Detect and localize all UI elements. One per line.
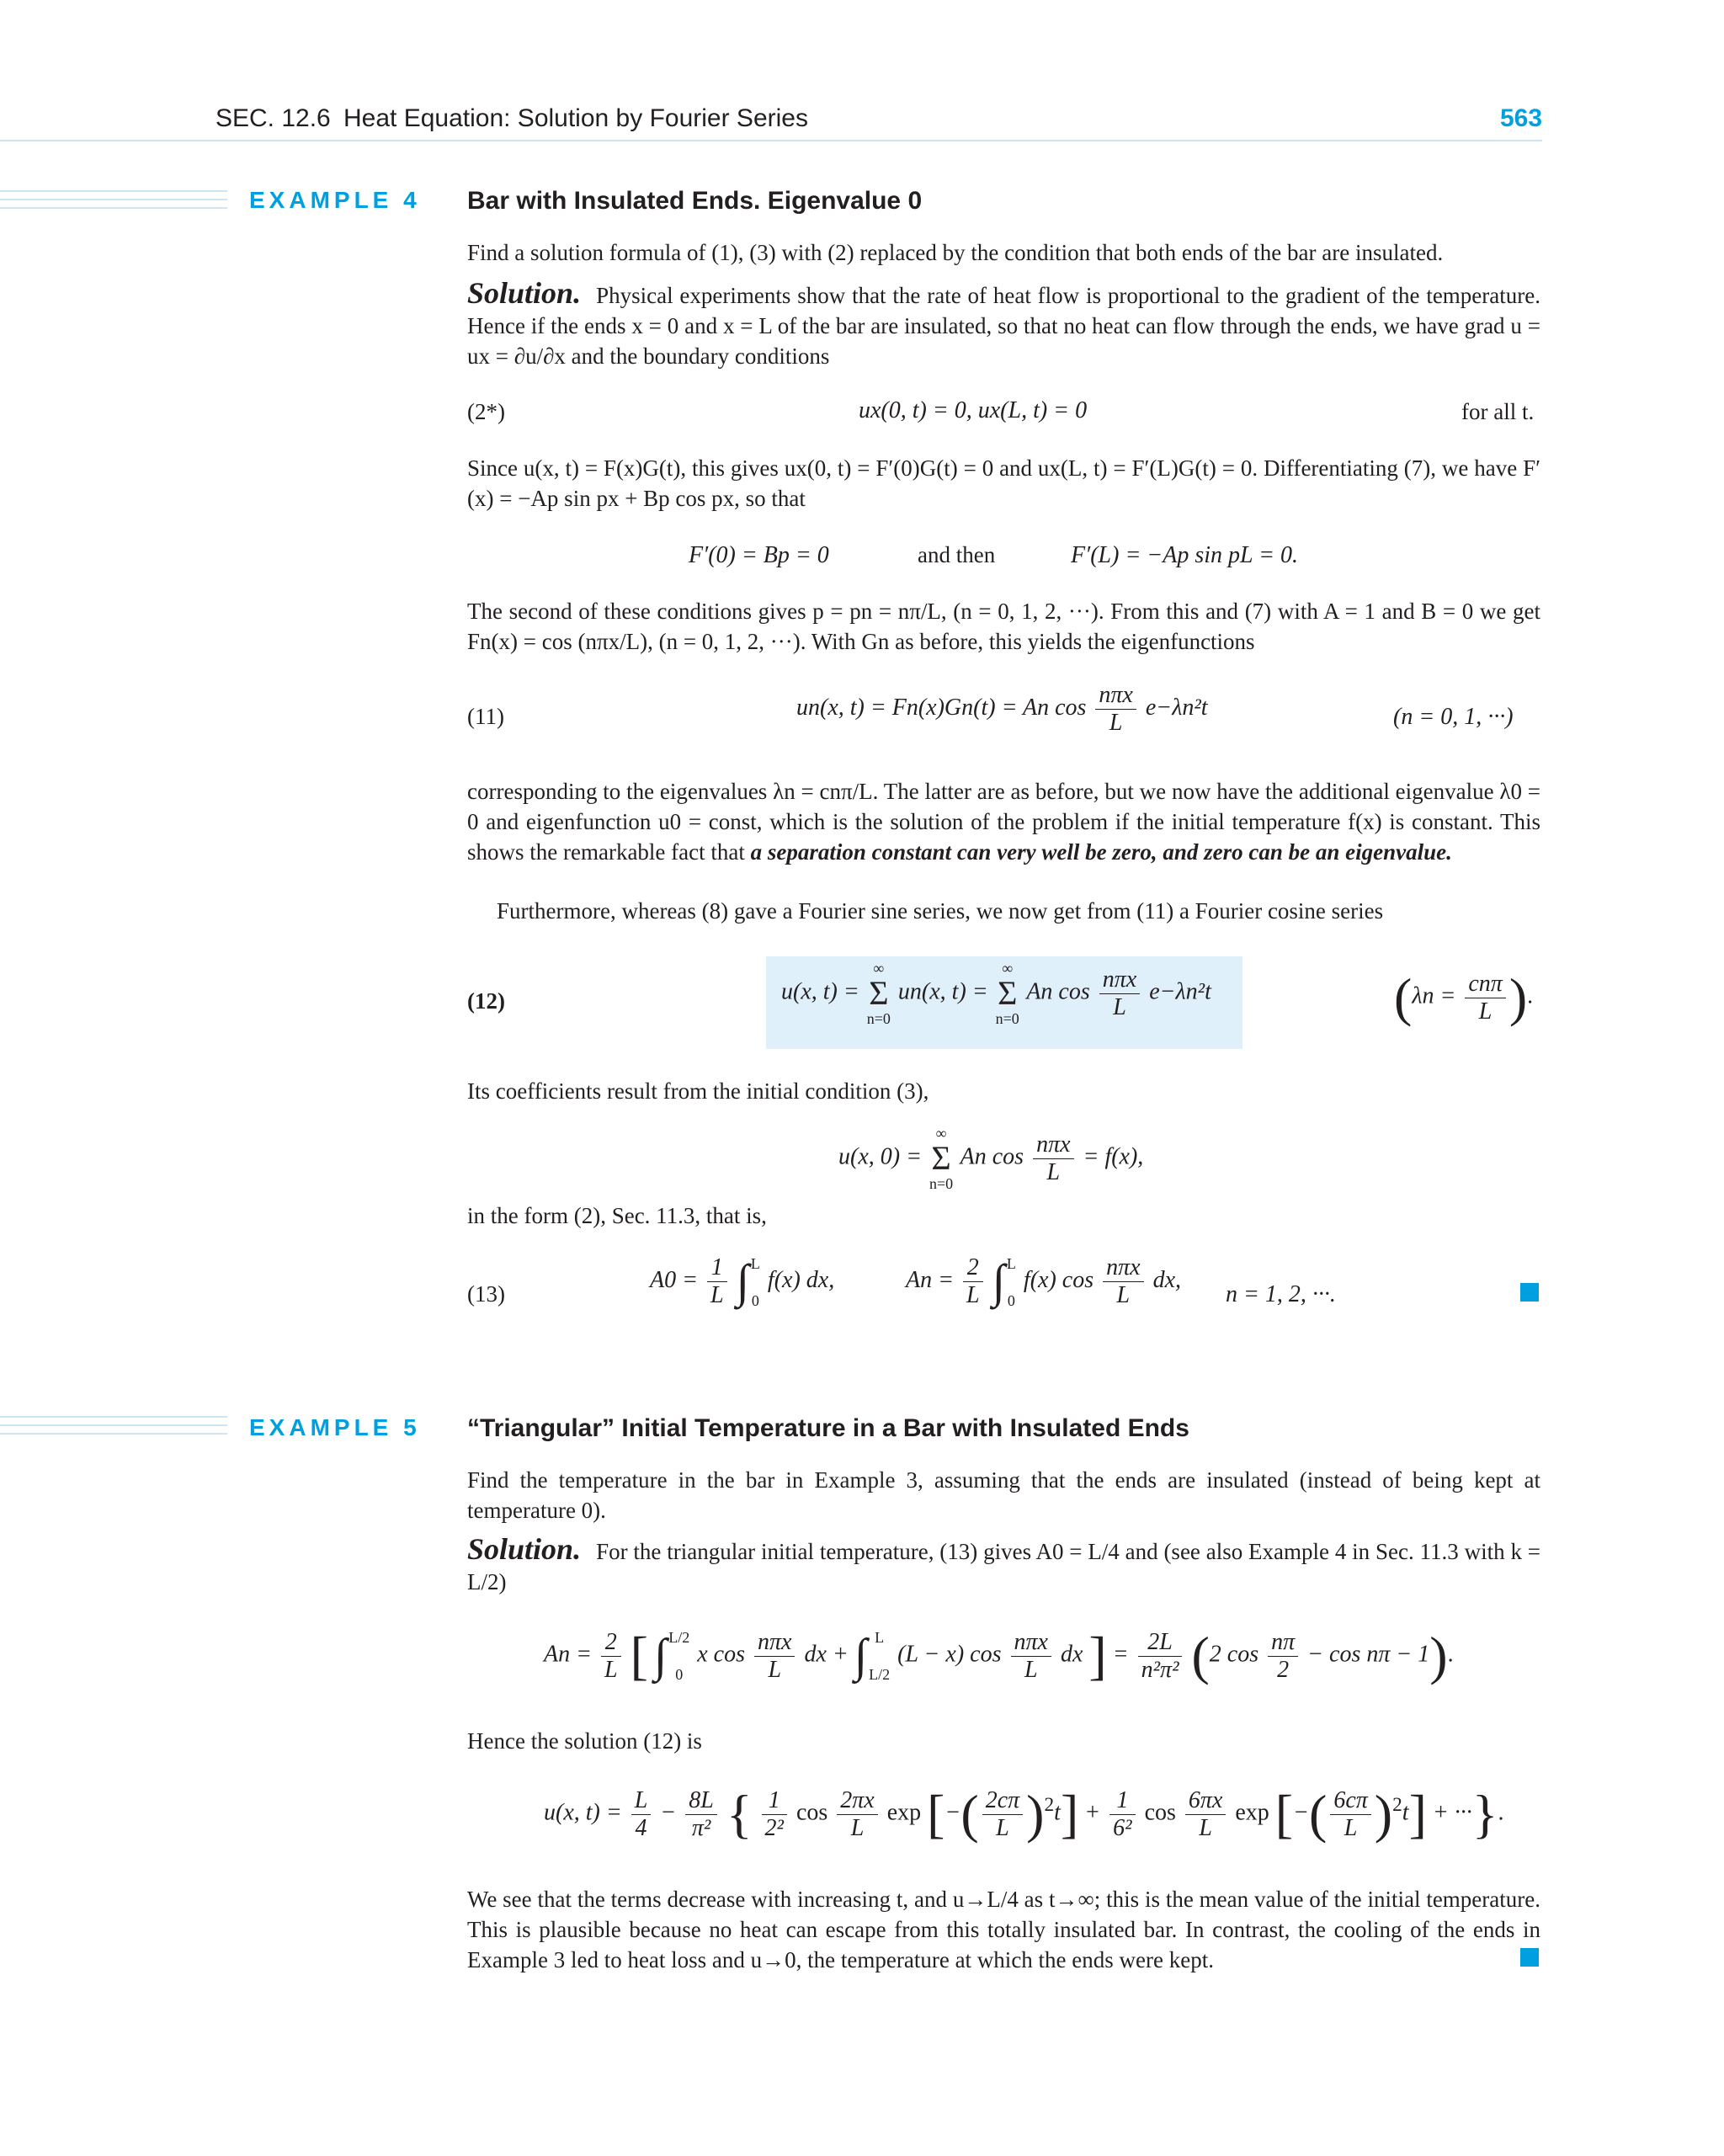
example-5-problem: Find the temperature in the bar in Example 3, assuming that the ends are insulated (instead of being kept at temperature 0). <box>467 1467 1540 1523</box>
fraction <box>685 1787 717 1842</box>
integral-icon: ∫ <box>992 1255 1005 1308</box>
fraction <box>631 1787 652 1842</box>
fraction-numerator: 2 <box>963 1254 983 1282</box>
equation-13-condition: n = 1, 2, ···. <box>1226 1281 1336 1307</box>
equation-2star: ux(0, t) = 0, ux(L, t) = 0 <box>859 397 1088 423</box>
integral-icon: ∫ <box>736 1255 749 1308</box>
fraction-denominator: L <box>966 1282 980 1308</box>
fraction-numerator: nπx <box>1011 1629 1051 1657</box>
integral-lower: 0 <box>751 1291 759 1309</box>
summation <box>929 1125 953 1192</box>
integral-limits <box>1007 1255 1016 1309</box>
section-label: SEC. 12.6 <box>216 104 331 132</box>
example-4-solution-para-1 <box>467 278 1540 371</box>
integral-icon: ∫ <box>854 1630 868 1682</box>
fraction-numerator: 1 <box>1109 1787 1135 1815</box>
differential: dx + <box>804 1641 849 1668</box>
equation-12-condition: (λn = $\frac{\text{cnπ}}{L}$ ). <box>1394 967 1534 1027</box>
fraction <box>707 1254 727 1309</box>
integral-upper: L/2 <box>668 1629 690 1646</box>
integral-icon: ∫ <box>653 1630 668 1682</box>
fraction-numerator: nπx <box>1033 1131 1073 1159</box>
sum-upper: ∞ <box>1002 960 1014 977</box>
summation <box>996 960 1019 1027</box>
differential: dx <box>1060 1641 1083 1668</box>
running-title: Heat Equation: Solution by Fourier Series <box>343 104 808 132</box>
fraction <box>982 1787 1023 1842</box>
example-4-para-7: in the form (2), Sec. 11.3, that is, <box>467 1203 767 1228</box>
example-4-para-6: Its coefficients result from the initial condition (3), <box>467 1078 929 1104</box>
fraction-denominator: L <box>604 1656 618 1683</box>
equation-number: (12) <box>467 988 505 1014</box>
equation-11 <box>796 682 1208 737</box>
example-5-title: “Triangular” Initial Temperature in a Bar with Insulated Ends <box>467 1414 1189 1442</box>
fraction <box>1011 1629 1051 1684</box>
fraction-denominator: L <box>1199 1814 1212 1841</box>
fraction-denominator: L <box>996 1814 1009 1841</box>
fraction-numerator: 8L <box>685 1787 717 1815</box>
fraction <box>1268 1629 1298 1684</box>
integral-lower: 0 <box>675 1666 684 1683</box>
integrand: (L − x) cos <box>897 1641 1002 1668</box>
end-of-example-icon <box>1520 1283 1539 1302</box>
fraction-denominator: L <box>1046 1158 1061 1185</box>
fraction <box>1138 1629 1183 1684</box>
fraction-numerator: nπx <box>1095 682 1136 710</box>
sigma-icon: Σ <box>931 1139 951 1177</box>
summation <box>867 960 891 1027</box>
sum-lower: n=0 <box>995 1010 1019 1027</box>
equation-lhs: u(x, 0) = <box>838 1143 922 1170</box>
fraction <box>1103 1254 1143 1309</box>
solution-text: For the triangular initial temperature, (13) gives A0 = L/4 and (see also Example 4 in Sec. 11.3 with k = L/2) <box>467 1539 1540 1594</box>
integral-limits <box>668 1629 689 1683</box>
solution-label: Solution. <box>467 276 582 310</box>
fraction-numerator: 1 <box>762 1787 787 1815</box>
example-4-para-2: Since u(x, t) = F(x)G(t), this gives ux(0, t) = F′(0)G(t) = 0 and ux(L, t) = F′(L)G(t) = 0. Differentiating (7), we have F′(x) = −Ap sin px + Bp cos px, so that <box>467 455 1540 511</box>
exponential: e−λn²t <box>1149 978 1211 1005</box>
sum-lower: n=0 <box>929 1175 954 1192</box>
fraction-denominator: L <box>1024 1656 1038 1683</box>
minus-sign: − <box>660 1799 677 1826</box>
fraction-denominator: 2² <box>764 1814 784 1841</box>
solution-lhs: u(x, t) = <box>544 1799 622 1826</box>
fraction-numerator: cnπ <box>1465 971 1505 998</box>
fraction <box>601 1629 621 1684</box>
cos-function: cos <box>1144 1799 1176 1826</box>
example-rule <box>0 207 227 209</box>
fraction-denominator: L <box>850 1814 865 1841</box>
equation-an-triangular: An = $\frac{2}{L}$ [ ∫ L/2 0 x cos $\frac{\text{nπx}}{L}$ dx + ∫ L L/2 (L − x) cos $\frac{\text{nπx}}{L}$ dx ] = $\frac{2L}{\text{n²π²}}$ (2 cos $\frac{n\pi}{2}$ − cos nπ − 1). <box>544 1626 1454 1685</box>
exponential: e−λn²t <box>1145 694 1208 721</box>
example-5-label: EXAMPLE 5 <box>249 1414 421 1440</box>
exp-function: exp <box>1235 1799 1269 1826</box>
equation-12-mid: un(x, t) = <box>897 978 988 1005</box>
example-4-para-3: The second of these conditions gives p = pn = nπ/L, (n = 0, 1, 2, ···). From this and (7) with A = 1 and B = 0 we get Fn(x) = cos (nπx/L), (n = 0, 1, 2, ···). With Gn as before, this yields the eigenfunctions <box>467 599 1540 654</box>
equation-13-an <box>906 1254 1181 1309</box>
equation-fprime-0: F′(0) = Bp = 0 <box>689 542 829 568</box>
integral-upper: L <box>1006 1254 1016 1272</box>
example-4-para-4 <box>467 776 1540 867</box>
equation-rhs: = f(x), <box>1083 1143 1144 1170</box>
fraction <box>1095 682 1136 737</box>
fraction-denominator: 6² <box>1113 1814 1132 1841</box>
fraction-numerator: 2L <box>1138 1629 1183 1657</box>
integral-upper: L <box>875 1629 885 1646</box>
fraction <box>963 1254 983 1309</box>
page-number: 563 <box>1500 104 1543 132</box>
example-rule <box>0 1433 227 1435</box>
result-term: − cos nπ − 1 <box>1307 1641 1430 1668</box>
equation-11-lhs: un(x, t) = Fn(x)Gn(t) = An cos <box>796 694 1087 721</box>
an-lhs: An = <box>544 1641 592 1668</box>
emphasis-text: a separation constant can very well be zero, and zero can be an eigenvalue. <box>750 839 1452 865</box>
equals-sign: = <box>1112 1641 1129 1668</box>
example-5-para-3: We see that the terms decrease with increasing t, and u→L/4 as t→∞; this is the mean value of the initial temperature. This is plausible because no heat can escape from this totally insulated bar. In contrast, the cooling of the ends in Example 3 led to heat loss and u→0, the temperature at which the ends were kept. <box>467 1887 1540 1972</box>
fraction-denominator: 4 <box>635 1814 647 1841</box>
fraction-numerator: 2cπ <box>982 1787 1023 1815</box>
equation-13-a0 <box>650 1254 834 1309</box>
fraction-numerator: nπx <box>1099 966 1140 994</box>
equation-number: (2*) <box>467 399 505 424</box>
example-4-problem: Find a solution formula of (1), (3) with (2) replaced by the condition that both ends of the bar are insulated. <box>467 240 1444 265</box>
fraction <box>1330 1787 1370 1842</box>
sum-upper: ∞ <box>935 1125 947 1142</box>
equation-12-term: An cos <box>1026 978 1090 1005</box>
equation-connector: and then <box>918 542 996 567</box>
a0-lhs: A0 = <box>650 1266 698 1293</box>
integral-lower: 0 <box>1007 1291 1015 1309</box>
fraction-denominator: L <box>1344 1814 1358 1841</box>
fraction <box>754 1629 795 1684</box>
sigma-icon: Σ <box>998 974 1018 1012</box>
equation-term: An cos <box>960 1143 1024 1170</box>
equation-11-condition: (n = 0, 1, ···) <box>1393 704 1514 730</box>
fraction-denominator: π² <box>691 1814 711 1841</box>
condition-lhs: λn = <box>1412 982 1456 1009</box>
equation-initial <box>838 1125 1143 1192</box>
equation-number: (13) <box>467 1281 505 1307</box>
sum-lower: n=0 <box>866 1010 891 1027</box>
plus-sign: + <box>1084 1799 1101 1826</box>
fraction-denominator: n²π² <box>1141 1656 1179 1683</box>
paragraph-text: corresponding to the eigenvalues λn = cnπ/L. The latter are as before, but we now have the additional eigenvalue λ0 = 0 and eigenfunction u0 = const, which is the solution of the problem if the initial temperature f(x) is constant. This shows the remarkable fact that <box>467 779 1540 865</box>
example-rule <box>0 190 227 192</box>
equation-12 <box>781 960 1211 1027</box>
integral-lower: L/2 <box>869 1666 891 1683</box>
equation-number: (11) <box>467 704 504 729</box>
integral-limits <box>869 1629 890 1683</box>
example-5-solution-para-1 <box>467 1534 1540 1597</box>
fraction-denominator: L <box>710 1282 724 1308</box>
fraction-numerator: nπx <box>754 1629 795 1657</box>
fraction <box>1185 1787 1226 1842</box>
fraction-numerator: 2 <box>601 1629 621 1657</box>
fraction-numerator: nπx <box>1103 1254 1143 1282</box>
fraction <box>1465 971 1505 1025</box>
fraction-numerator: nπ <box>1268 1629 1298 1657</box>
end-of-example-icon <box>1520 1948 1539 1967</box>
example-4-para-5: Furthermore, whereas (8) gave a Fourier sine series, we now get from (11) a Fourier cosine series <box>497 898 1384 924</box>
example-rule <box>0 199 227 200</box>
integrand: f(x) dx, <box>767 1266 835 1293</box>
example-4-label: EXAMPLE 4 <box>249 187 421 213</box>
fraction-denominator: L <box>1116 1282 1131 1308</box>
result-term: 2 cos <box>1209 1641 1259 1668</box>
example-5-para-2: Hence the solution (12) is <box>467 1728 702 1754</box>
fraction <box>762 1787 787 1842</box>
solution-text: Physical experiments show that the rate of heat flow is proportional to the gradient of the temperature. Hence if the ends x = 0 and x = L of the bar are insulated, so that no heat can flow through the ends, we have grad u = ux = ∂u/∂x and the boundary conditions <box>467 283 1540 369</box>
equation-solution: u(x, t) = $\frac{L}{4}$ − $\frac{8L}{\text{π²}}$ { $\frac{1}{\text{2²}}$ cos $\frac{2\pi x}{L}$ exp [−( $\frac{2c\pi}{L}$ )$^2$t] + $\frac{1}{\text{6²}}$ cos $\frac{6\pi x}{L}$ exp [−( $\frac{6c\pi}{L}$ )$^2$t] + ···}. <box>544 1784 1504 1844</box>
fraction-numerator: 2πx <box>837 1787 877 1815</box>
fraction-numerator: L <box>631 1787 652 1815</box>
an-lhs: An = <box>906 1266 954 1293</box>
equation-condition: for all t. <box>1461 399 1535 424</box>
cos-function: cos <box>795 1799 828 1826</box>
fraction <box>1109 1787 1135 1842</box>
fraction-numerator: 6cπ <box>1330 1787 1370 1815</box>
fraction <box>1033 1131 1073 1186</box>
fraction-denominator: L <box>1113 993 1126 1020</box>
sum-upper: ∞ <box>873 960 885 977</box>
fraction-numerator: 1 <box>707 1254 727 1282</box>
integral-limits <box>751 1255 760 1309</box>
sigma-icon: Σ <box>869 974 889 1012</box>
solution-label: Solution. <box>467 1532 582 1566</box>
fraction-denominator: L <box>1478 998 1493 1025</box>
header-rule <box>0 140 1542 141</box>
example-4-title: Bar with Insulated Ends. Eigenvalue 0 <box>467 187 923 215</box>
differential: dx, <box>1152 1266 1182 1293</box>
equation-fprime-L: F′(L) = −Ap sin pL = 0. <box>1071 542 1298 568</box>
fraction-denominator: L <box>1109 710 1123 736</box>
exp-function: exp <box>886 1799 922 1826</box>
fraction <box>837 1787 877 1842</box>
fraction-numerator: 6πx <box>1185 1787 1226 1815</box>
series-tail: + ··· <box>1432 1799 1472 1826</box>
integrand: f(x) cos <box>1023 1266 1094 1293</box>
equation-12-lhs: u(x, t) = <box>781 978 859 1005</box>
example-rule <box>0 1424 227 1426</box>
fraction-denominator: 2 <box>1277 1656 1290 1683</box>
integral-upper: L <box>750 1254 760 1272</box>
integrand: x cos <box>697 1641 745 1668</box>
fraction <box>1099 966 1140 1021</box>
fraction-denominator: L <box>768 1656 782 1683</box>
example-rule <box>0 1416 227 1418</box>
